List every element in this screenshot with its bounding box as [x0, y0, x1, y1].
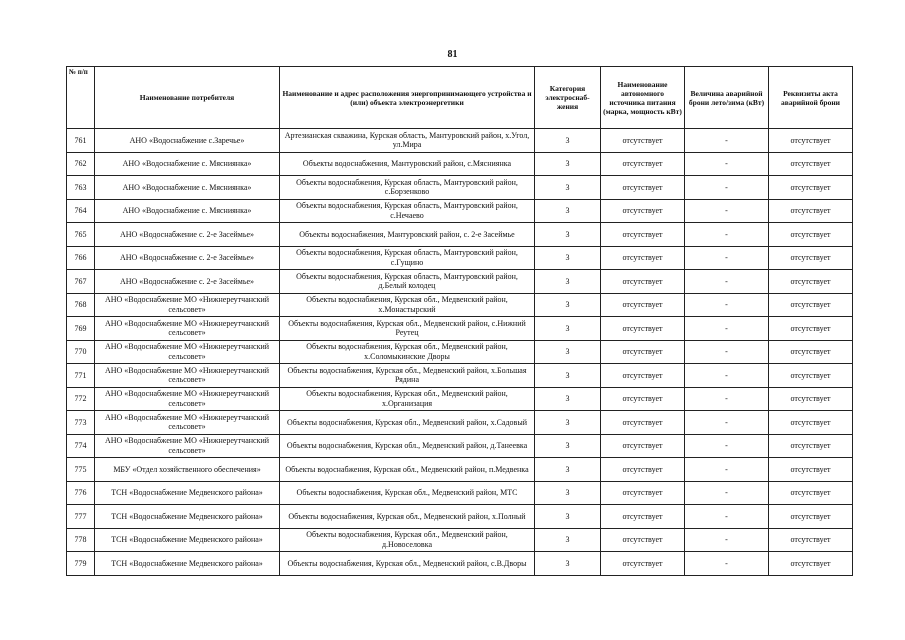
cell-category: 3	[535, 411, 601, 435]
cell-object: Объекты водоснабжения, Курская обл., Медвенский район, п.Медвенка	[280, 458, 535, 482]
cell-category: 3	[535, 223, 601, 247]
cell-reserve: -	[685, 364, 769, 388]
cell-object: Объекты водоснабжения, Курская обл., Медвенский район, д.Новоселовка	[280, 528, 535, 552]
cell-number: 775	[67, 458, 95, 482]
cell-reserve: -	[685, 129, 769, 153]
cell-act: отсутствует	[769, 434, 853, 458]
cell-act: отсутствует	[769, 129, 853, 153]
cell-number: 778	[67, 528, 95, 552]
cell-category: 3	[535, 340, 601, 364]
cell-reserve: -	[685, 505, 769, 529]
cell-source: отсутствует	[601, 411, 685, 435]
cell-object: Объекты водоснабжения, Мантуровский район, с.Мясниянка	[280, 152, 535, 176]
cell-act: отсутствует	[769, 528, 853, 552]
cell-source: отсутствует	[601, 199, 685, 223]
cell-category: 3	[535, 317, 601, 341]
cell-number: 763	[67, 176, 95, 200]
page-number: 81	[447, 49, 458, 60]
cell-reserve: -	[685, 528, 769, 552]
cell-object: Объекты водоснабжения, Курская обл., Медвенский район, с.В.Дворы	[280, 552, 535, 576]
cell-number: 771	[67, 364, 95, 388]
cell-act: отсутствует	[769, 270, 853, 294]
table-row	[67, 340, 853, 364]
header-source: Наименование автономного источника питания (марка, мощность кВт)	[601, 67, 685, 129]
table-row	[67, 364, 853, 388]
table-row	[67, 434, 853, 458]
cell-reserve: -	[685, 246, 769, 270]
header-object: Наименование и адрес расположения энергопринимающего устройства и (или) объекта электроэнергетики	[280, 67, 535, 129]
header-category: Категория электроснаб-жения	[535, 67, 601, 129]
cell-category: 3	[535, 129, 601, 153]
cell-object: Объекты водоснабжения, Курская обл., Медвенский район, с.Нижний Реутец	[280, 317, 535, 341]
cell-act: отсутствует	[769, 223, 853, 247]
cell-number: 768	[67, 293, 95, 317]
cell-object: Объекты водоснабжения, Курская обл., Медвенский район, х.Соломыкинские Дворы	[280, 340, 535, 364]
cell-act: отсутствует	[769, 340, 853, 364]
cell-reserve: -	[685, 552, 769, 576]
cell-consumer: АНО «Водоснабжение МО «Нижнереутчанский сельсовет»	[95, 387, 280, 411]
cell-consumer: МБУ «Отдел хозяйственного обеспечения»	[95, 458, 280, 482]
cell-consumer: ТСН «Водоснабжение Медвенского района»	[95, 505, 280, 529]
cell-number: 773	[67, 411, 95, 435]
cell-object: Объекты водоснабжения, Курская обл., Медвенский район, х.Полный	[280, 505, 535, 529]
cell-source: отсутствует	[601, 293, 685, 317]
table-row	[67, 246, 853, 270]
cell-reserve: -	[685, 340, 769, 364]
cell-act: отсутствует	[769, 411, 853, 435]
cell-consumer: АНО «Водоснабжение с. Мясниянка»	[95, 199, 280, 223]
cell-category: 3	[535, 481, 601, 505]
cell-object: Артезианская скважина, Курская область, Мантуровский район, х.Угол, ул.Мира	[280, 129, 535, 153]
cell-consumer: АНО «Водоснабжение МО «Нижнереутчанский сельсовет»	[95, 293, 280, 317]
cell-object: Объекты водоснабжения, Курская обл., Медвенский район, х.Садовый	[280, 411, 535, 435]
cell-category: 3	[535, 293, 601, 317]
table-row	[67, 552, 853, 576]
cell-object: Объекты водоснабжения, Курская обл., Медвенский район, х.Организация	[280, 387, 535, 411]
cell-category: 3	[535, 364, 601, 388]
table-row	[67, 270, 853, 294]
cell-object: Объекты водоснабжения, Курская обл., Медвенский район, х.Монастырский	[280, 293, 535, 317]
cell-source: отсутствует	[601, 552, 685, 576]
cell-source: отсутствует	[601, 246, 685, 270]
header-number: № п/п	[67, 67, 95, 129]
header-reserve: Величина аварийной брони лето/зима (кВт)	[685, 67, 769, 129]
cell-object: Объекты водоснабжения, Курская область, Мантуровский район, с.Гущино	[280, 246, 535, 270]
cell-consumer: ТСН «Водоснабжение Медвенского района»	[95, 552, 280, 576]
cell-category: 3	[535, 152, 601, 176]
cell-object: Объекты водоснабжения, Курская обл., Медвенский район, МТС	[280, 481, 535, 505]
cell-number: 777	[67, 505, 95, 529]
cell-source: отсутствует	[601, 152, 685, 176]
cell-number: 776	[67, 481, 95, 505]
cell-reserve: -	[685, 411, 769, 435]
cell-source: отсутствует	[601, 387, 685, 411]
cell-object: Объекты водоснабжения, Мантуровский район, с. 2-е Засеймье	[280, 223, 535, 247]
cell-number: 774	[67, 434, 95, 458]
cell-category: 3	[535, 387, 601, 411]
cell-category: 3	[535, 176, 601, 200]
cell-act: отсутствует	[769, 552, 853, 576]
cell-act: отсутствует	[769, 505, 853, 529]
emergency-reserve-table	[66, 66, 853, 576]
cell-number: 770	[67, 340, 95, 364]
table-row	[67, 458, 853, 482]
cell-object: Объекты водоснабжения, Курская обл., Медвенский район, х.Большая Рядина	[280, 364, 535, 388]
cell-act: отсутствует	[769, 176, 853, 200]
cell-consumer: АНО «Водоснабжение МО «Нижнереутчанский сельсовет»	[95, 317, 280, 341]
cell-number: 767	[67, 270, 95, 294]
cell-reserve: -	[685, 270, 769, 294]
cell-reserve: -	[685, 152, 769, 176]
table-row	[67, 317, 853, 341]
table-row	[67, 223, 853, 247]
cell-number: 764	[67, 199, 95, 223]
cell-object: Объекты водоснабжения, Курская обл., Медвенский район, д.Танеевка	[280, 434, 535, 458]
cell-category: 3	[535, 434, 601, 458]
table-row	[67, 152, 853, 176]
cell-object: Объекты водоснабжения, Курская область, Мантуровский район, с.Нечаево	[280, 199, 535, 223]
cell-consumer: АНО «Водоснабжение с. Мясниянка»	[95, 152, 280, 176]
cell-reserve: -	[685, 317, 769, 341]
cell-object: Объекты водоснабжения, Курская область, Мантуровский район, д.Белый колодец	[280, 270, 535, 294]
cell-consumer: АНО «Водоснабжение с. 2-е Засеймье»	[95, 246, 280, 270]
cell-act: отсутствует	[769, 387, 853, 411]
cell-number: 766	[67, 246, 95, 270]
cell-number: 769	[67, 317, 95, 341]
table-row	[67, 199, 853, 223]
table-header-row	[67, 67, 853, 129]
cell-act: отсутствует	[769, 481, 853, 505]
cell-source: отсутствует	[601, 481, 685, 505]
cell-source: отсутствует	[601, 317, 685, 341]
cell-consumer: АНО «Водоснабжение МО «Нижнереутчанский сельсовет»	[95, 340, 280, 364]
table-row	[67, 176, 853, 200]
cell-reserve: -	[685, 387, 769, 411]
header-act: Реквизиты акта аварийной брони	[769, 67, 853, 129]
cell-source: отсутствует	[601, 505, 685, 529]
cell-reserve: -	[685, 199, 769, 223]
cell-category: 3	[535, 505, 601, 529]
cell-act: отсутствует	[769, 246, 853, 270]
cell-source: отсутствует	[601, 458, 685, 482]
table-row	[67, 528, 853, 552]
cell-source: отсутствует	[601, 340, 685, 364]
table-row	[67, 505, 853, 529]
table-row	[67, 129, 853, 153]
cell-act: отсутствует	[769, 293, 853, 317]
cell-number: 762	[67, 152, 95, 176]
cell-reserve: -	[685, 293, 769, 317]
cell-source: отсутствует	[601, 434, 685, 458]
table-row	[67, 293, 853, 317]
cell-act: отсутствует	[769, 152, 853, 176]
cell-act: отсутствует	[769, 199, 853, 223]
cell-category: 3	[535, 552, 601, 576]
cell-category: 3	[535, 270, 601, 294]
cell-consumer: АНО «Водоснабжение с.Заречье»	[95, 129, 280, 153]
table-row	[67, 481, 853, 505]
cell-consumer: АНО «Водоснабжение с. 2-е Засеймье»	[95, 223, 280, 247]
cell-number: 765	[67, 223, 95, 247]
header-consumer: Наименование потребителя	[95, 67, 280, 129]
cell-consumer: ТСН «Водоснабжение Медвенского района»	[95, 481, 280, 505]
cell-category: 3	[535, 246, 601, 270]
cell-reserve: -	[685, 223, 769, 247]
cell-category: 3	[535, 458, 601, 482]
cell-source: отсутствует	[601, 129, 685, 153]
cell-consumer: АНО «Водоснабжение МО «Нижнереутчанский сельсовет»	[95, 434, 280, 458]
cell-act: отсутствует	[769, 317, 853, 341]
table-body	[67, 129, 853, 576]
cell-reserve: -	[685, 481, 769, 505]
cell-reserve: -	[685, 458, 769, 482]
cell-consumer: ТСН «Водоснабжение Медвенского района»	[95, 528, 280, 552]
cell-reserve: -	[685, 176, 769, 200]
cell-source: отсутствует	[601, 176, 685, 200]
cell-object: Объекты водоснабжения, Курская область, Мантуровский район, с.Борзенково	[280, 176, 535, 200]
table-row	[67, 387, 853, 411]
cell-number: 772	[67, 387, 95, 411]
cell-consumer: АНО «Водоснабжение с. 2-е Засеймье»	[95, 270, 280, 294]
cell-act: отсутствует	[769, 458, 853, 482]
cell-source: отсутствует	[601, 364, 685, 388]
cell-category: 3	[535, 528, 601, 552]
cell-source: отсутствует	[601, 528, 685, 552]
cell-consumer: АНО «Водоснабжение с. Мясниянка»	[95, 176, 280, 200]
table-row	[67, 411, 853, 435]
cell-reserve: -	[685, 434, 769, 458]
cell-number: 761	[67, 129, 95, 153]
cell-consumer: АНО «Водоснабжение МО «Нижнереутчанский сельсовет»	[95, 364, 280, 388]
cell-consumer: АНО «Водоснабжение МО «Нижнереутчанский сельсовет»	[95, 411, 280, 435]
cell-act: отсутствует	[769, 364, 853, 388]
cell-number: 779	[67, 552, 95, 576]
cell-source: отсутствует	[601, 223, 685, 247]
cell-category: 3	[535, 199, 601, 223]
cell-source: отсутствует	[601, 270, 685, 294]
